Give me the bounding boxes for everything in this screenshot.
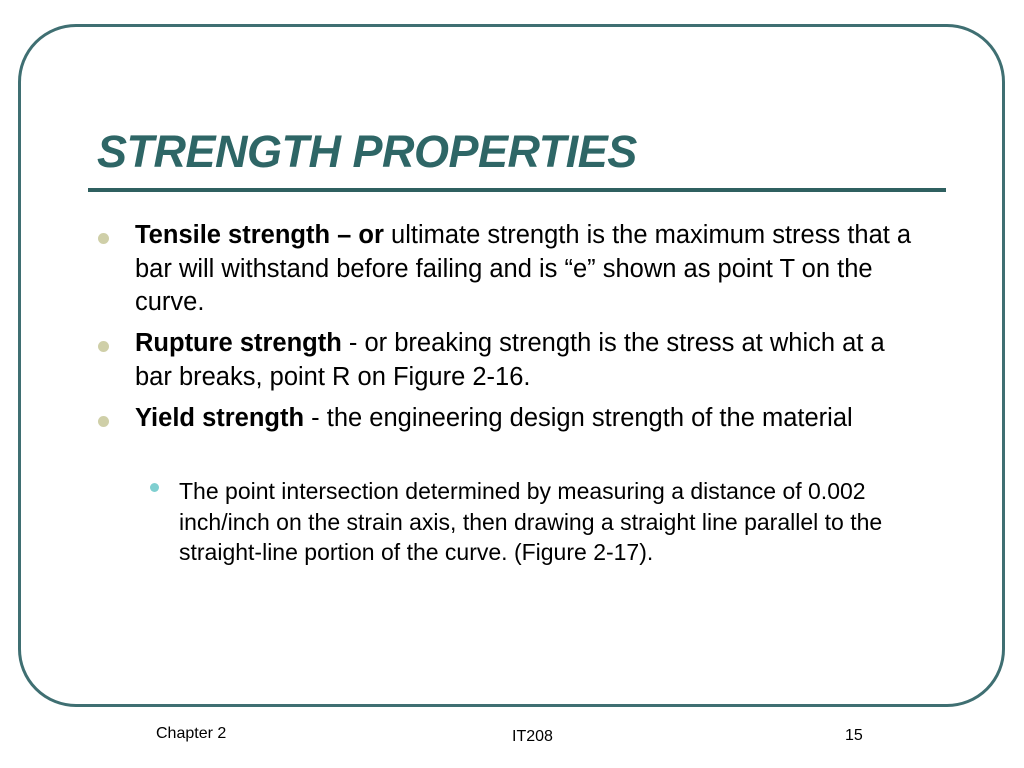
sub-bullet-dot-icon [150,483,159,492]
bullet-dot-icon [98,416,109,427]
sub-bullet-yield-detail [179,476,939,568]
bullet-dot-icon [98,233,109,244]
bullet-dot-icon [98,341,109,352]
bullet-term: Yield strength [135,404,305,432]
footer-course: IT208 [512,728,553,745]
bullet-text: ultimate strength is the maximum stress that a bar will withstand before failing and is “e” shown as point T on the curve. [135,221,912,316]
bullet-term: Rupture strength [135,329,342,357]
slide-title: STRENGTH PROPERTIES [97,126,637,177]
footer-chapter: Chapter 2 [156,725,227,742]
bullet-text: - the engineering design strength of the material [304,404,853,432]
bullet-text: - or breaking strength is the stress at which at a bar breaks, point R on Figure 2-16. [135,329,885,391]
bullet-tensile-strength [135,219,925,320]
sub-bullet-text: The point intersection determined by measuring a distance of 0.002 inch/inch on the strain axis, then drawing a straight line parallel to the straight-line portion of the curve. (Figure 2-17). [179,478,883,565]
bullet-yield-strength [135,402,925,436]
bullet-rupture-strength [135,327,925,394]
bullet-term: Tensile strength – or [135,221,384,249]
footer-page-number: 15 [845,727,863,744]
